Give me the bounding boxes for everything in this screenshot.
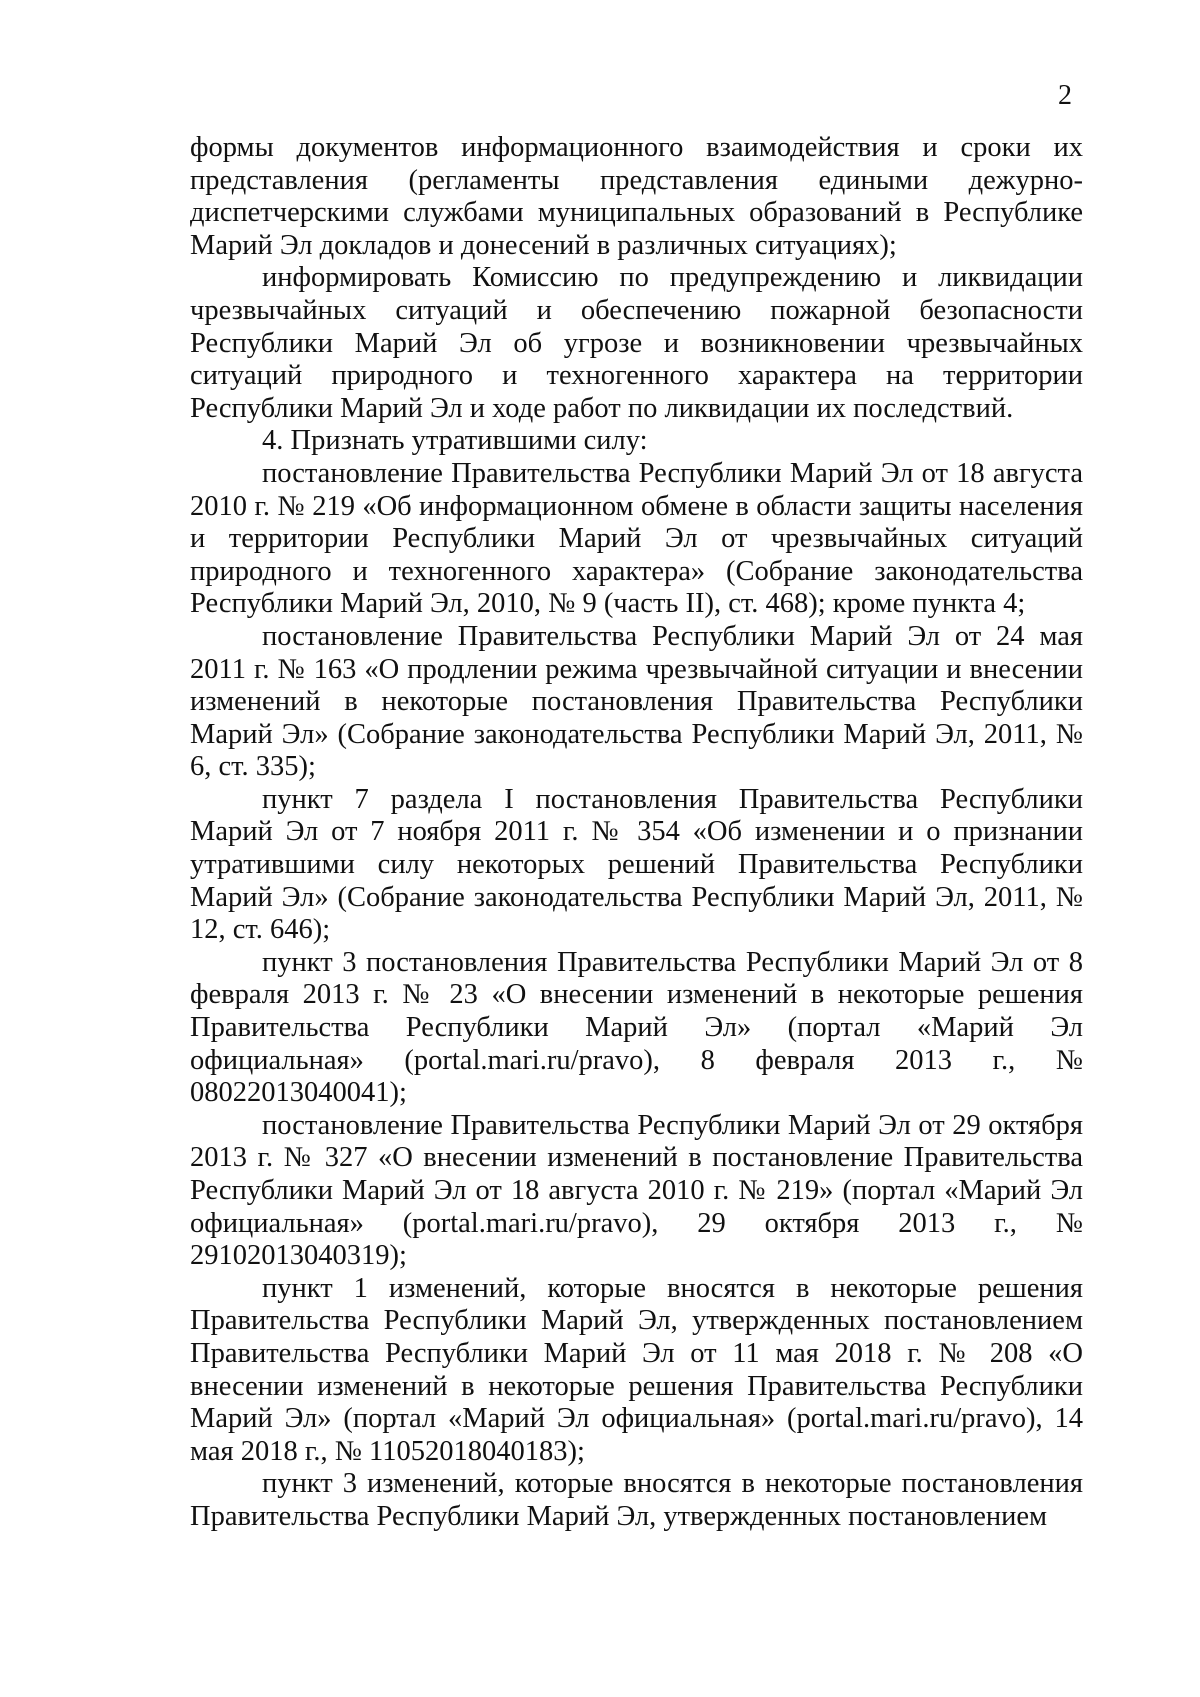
document-body: [190, 132, 1083, 1534]
paragraph-resolution-2011-354: пункт 7 раздела I постановления Правительства Республики Марий Эл от 7 ноября 2011 г. № 354 «Об изменении и о признании утратившими силу некоторых решений Правительства Республики Марий Эл» (Собрание законодательства Республики Марий Эл, 2011, № 12, ст. 646);: [190, 783, 1083, 946]
paragraph-changes-2018-208: пункт 1 изменений, которые вносятся в некоторые решения Правительства Республики Марий Эл, утвержденных постановлением Правительства Республики Марий Эл от 11 мая 2018 г. № 208 «О внесении изменений в некоторые решения Правительства Республики Марий Эл» (портал «Марий Эл официальная» (portal.mari.ru/pravo), 14 мая 2018 г., № 11052018040183);: [190, 1272, 1083, 1467]
paragraph-item-4-heading: 4. Признать утратившими силу:: [262, 425, 648, 457]
paragraph-resolution-2010-219: постановление Правительства Республики Марий Эл от 18 августа 2010 г. № 219 «Об информационном обмене в области защиты населения и территории Республики Марий Эл от чрезвычайных ситуаций природного и техногенного характера» (Собрание законодательства Республики Марий Эл, 2010, № 9 (часть II), ст. 468); кроме пункта 4;: [190, 457, 1083, 620]
paragraph-inform-commission: информировать Комиссию по предупреждению и ликвидации чрезвычайных ситуаций и обеспечению пожарной безопасности Республики Марий Эл об угрозе и возникновении чрезвычайных ситуаций природного и техногенного характера на территории Республики Марий Эл и ходе работ по ликвидации их последствий.: [190, 262, 1083, 424]
paragraph-forms: формы документов информационного взаимодействия и сроки их представления (регламенты представления едиными дежурно-диспетчерскими службами муниципальных образований в Республике Марий Эл докладов и донесений в различных ситуациях);: [190, 132, 1083, 261]
paragraph-changes-item-3: пункт 3 изменений, которые вносятся в некоторые постановления Правительства Республики Марий Эл, утвержденных постановлением: [190, 1468, 1083, 1532]
paragraph-resolution-2013-23: пункт 3 постановления Правительства Республики Марий Эл от 8 февраля 2013 г. № 23 «О внесении изменений в некоторые решения Правительства Республики Марий Эл» (портал «Марий Эл официальная» (portal.mari.ru/pravo), 8 февраля 2013 г., № 08022013040041);: [190, 946, 1083, 1109]
page-number: 2: [1058, 80, 1072, 111]
paragraph-resolution-2011-163: постановление Правительства Республики Марий Эл от 24 мая 2011 г. № 163 «О продлении режима чрезвычайной ситуации и внесении изменений в некоторые постановления Правительства Республики Марий Эл» (Собрание законодательства Республики Марий Эл, 2011, № 6, ст. 335);: [190, 620, 1083, 783]
paragraph-resolution-2013-327: постановление Правительства Республики Марий Эл от 29 октября 2013 г. № 327 «О внесении изменений в постановление Правительства Республики Марий Эл от 18 августа 2010 г. № 219» (портал «Марий Эл официальная» (portal.mari.ru/pravo), 29 октября 2013 г., № 29102013040319);: [190, 1109, 1083, 1272]
